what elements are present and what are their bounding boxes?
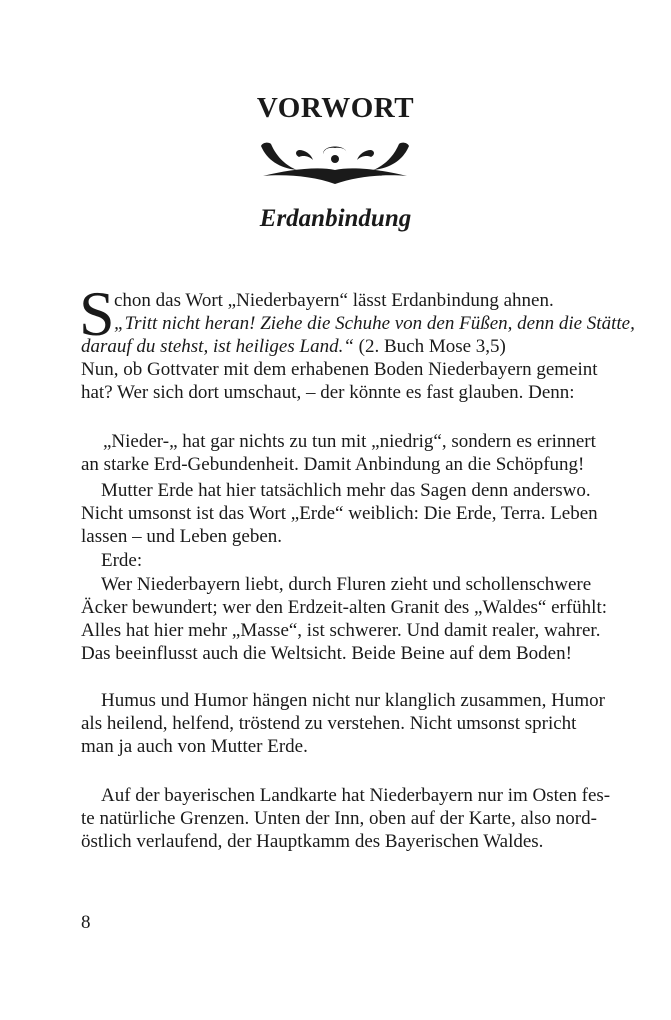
text-line: hat? Wer sich dort umschaut, – der könnte es fast glauben. Denn: — [81, 382, 575, 403]
text-line: an starke Erd-Gebundenheit. Damit Anbindung an die Schöpfung! — [81, 454, 585, 475]
text-line: Wer Niederbayern liebt, durch Fluren zieht und schollenschwere — [101, 574, 592, 595]
quote-line: „Tritt nicht heran! Ziehe die Schuhe von den Füßen, denn die Stätte, — [114, 313, 635, 334]
text-line: man ja auch von Mutter Erde. — [81, 736, 308, 757]
text-line: chon das Wort „Niederbayern“ lässt Erdanbindung ahnen. — [114, 290, 554, 311]
text-line: Das beeinflusst auch die Weltsicht. Beide Beine auf dem Boden! — [81, 643, 572, 664]
text-line: Auf der bayerischen Landkarte hat Niederbayern nur im Osten fes- — [101, 785, 611, 806]
drop-cap: S — [79, 278, 115, 349]
text-line: Nicht umsonst ist das Wort „Erde“ weiblich: Die Erde, Terra. Leben — [81, 503, 598, 524]
page-number: 8 — [81, 912, 91, 933]
text-line: te natürliche Grenzen. Unten der Inn, oben auf der Karte, also nord- — [81, 808, 597, 829]
chapter-heading: VORWORT — [256, 92, 415, 124]
text-line: „Nieder-„ hat gar nichts zu tun mit „niedrig“, sondern es erinnert — [103, 431, 596, 452]
text-line: Äcker bewundert; wer den Erdzeit-alten Granit des „Waldes“ erfühlt: — [81, 597, 608, 618]
text-line — [81, 336, 506, 358]
text-line: östlich verlaufend, der Hauptkamm des Bayerischen Waldes. — [81, 831, 544, 852]
quote-text: darauf du stehst, ist heiliges Land.“ — [81, 336, 354, 357]
floral-ornament-icon — [257, 140, 413, 188]
chapter-subheading: Erdanbindung — [259, 205, 412, 232]
text-line: Alles hat hier mehr „Masse“, ist schwerer. Und damit realer, wahrer. — [81, 620, 601, 641]
text-line: Nun, ob Gottvater mit dem erhabenen Boden Niederbayern gemeint — [81, 359, 598, 380]
text-line: Erde: — [101, 550, 143, 571]
text-line: Humus und Humor hängen nicht nur klanglich zusammen, Humor — [101, 690, 605, 711]
text-line: lassen – und Leben geben. — [81, 526, 283, 547]
quote-source: (2. Buch Mose 3,5) — [353, 336, 506, 357]
text-line: Mutter Erde hat hier tatsächlich mehr das Sagen denn anderswo. — [101, 480, 591, 501]
text-line: als heilend, helfend, tröstend zu verstehen. Nicht umsonst spricht — [81, 713, 577, 734]
